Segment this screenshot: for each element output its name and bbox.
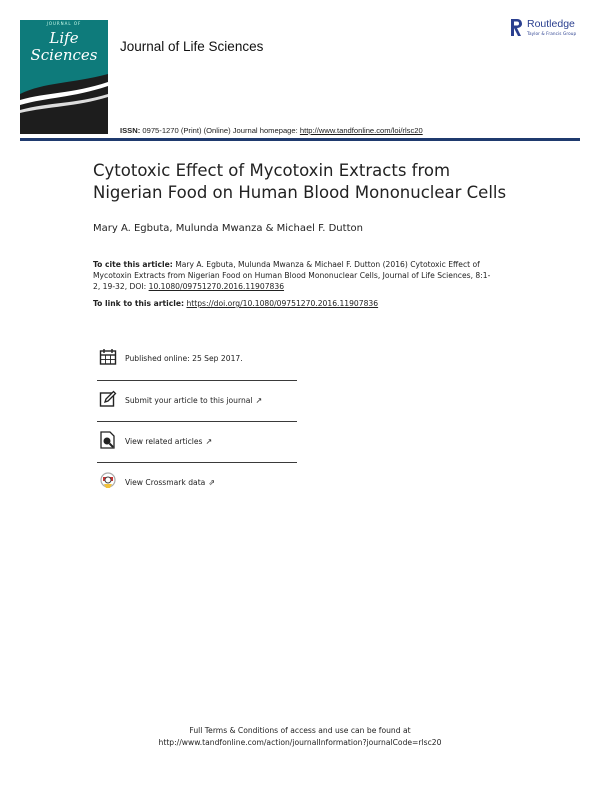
- external-link-icon: ↗: [255, 396, 263, 405]
- published-online-text: Published online: 25 Sep 2017.: [125, 354, 243, 363]
- crossmark-label: View Crossmark data: [125, 478, 206, 487]
- publisher-subtitle: Taylor & Francis Group: [527, 31, 577, 36]
- article-doi-link[interactable]: https://doi.org/10.1080/09751270.2016.11907836: [186, 299, 379, 308]
- issn-line: [120, 126, 423, 135]
- action-divider: [97, 421, 297, 422]
- issn-text: 0975-1270 (Print) (Online) Journal homepage:: [142, 126, 298, 135]
- issn-label: ISSN:: [120, 126, 141, 135]
- article-link-line: [93, 299, 378, 308]
- citation-block: [93, 259, 493, 292]
- journal-cover-image: [20, 20, 108, 134]
- footer-terms-link[interactable]: http://www.tandfonline.com/action/journalInformation?journalCode=rlsc20: [158, 738, 442, 747]
- crossmark-link[interactable]: [125, 478, 215, 487]
- footer-terms-text: Full Terms & Conditions of access and use can be found at: [189, 726, 411, 735]
- submit-icon: [99, 390, 117, 408]
- related-articles-icon: [99, 431, 117, 449]
- citation-text: Mary A. Egbuta, Mulunda Mwanza & Michael F. Dutton (2016) Cytotoxic Effect of Mycotoxin Extracts from Nigerian Food on Human Blood Mononuclear Cells, Journal of Life Sciences, 8:1-2, 19-32, DOI:: [93, 260, 491, 291]
- external-link-icon: ↗: [205, 437, 213, 446]
- action-divider: [97, 380, 297, 381]
- related-articles-row[interactable]: [97, 429, 297, 459]
- action-divider: [97, 462, 297, 463]
- submit-article-row[interactable]: [97, 388, 297, 418]
- journal-title[interactable]: Journal of Life Sciences: [120, 39, 264, 54]
- article-title: Cytotoxic Effect of Mycotoxin Extracts from Nigerian Food on Human Blood Mononuclear Cells: [93, 161, 507, 202]
- crossmark-icon: [99, 472, 117, 490]
- publisher-name: Routledge: [527, 18, 575, 30]
- submit-article-link[interactable]: [125, 396, 262, 405]
- crossmark-row[interactable]: [97, 470, 297, 500]
- calendar-icon: [99, 348, 117, 366]
- cover-title-line1: Life: [49, 29, 79, 47]
- published-online-row: [97, 346, 297, 376]
- cover-wave-graphic: [20, 72, 108, 134]
- cover-top-text: JOURNAL OF: [46, 21, 82, 26]
- journal-homepage-link[interactable]: http://www.tandfonline.com/loi/rlsc20: [299, 126, 423, 135]
- citation-label: To cite this article:: [93, 260, 173, 269]
- related-articles-link[interactable]: [125, 437, 212, 446]
- crossmark-external-icon: ⇗: [208, 478, 216, 487]
- publisher-logo: [508, 16, 588, 42]
- article-authors: Mary A. Egbuta, Mulunda Mwanza & Michael F. Dutton: [93, 223, 363, 234]
- submit-article-label: Submit your article to this journal: [125, 396, 253, 405]
- footer: [100, 725, 500, 749]
- article-link-label: To link to this article:: [93, 299, 185, 308]
- related-articles-label: View related articles: [125, 437, 203, 446]
- citation-doi-link[interactable]: 10.1080/09751270.2016.11907836: [148, 282, 285, 291]
- routledge-logo-icon: [508, 16, 524, 40]
- header-divider: [20, 138, 580, 141]
- cover-title-line2: Sciences: [30, 46, 98, 64]
